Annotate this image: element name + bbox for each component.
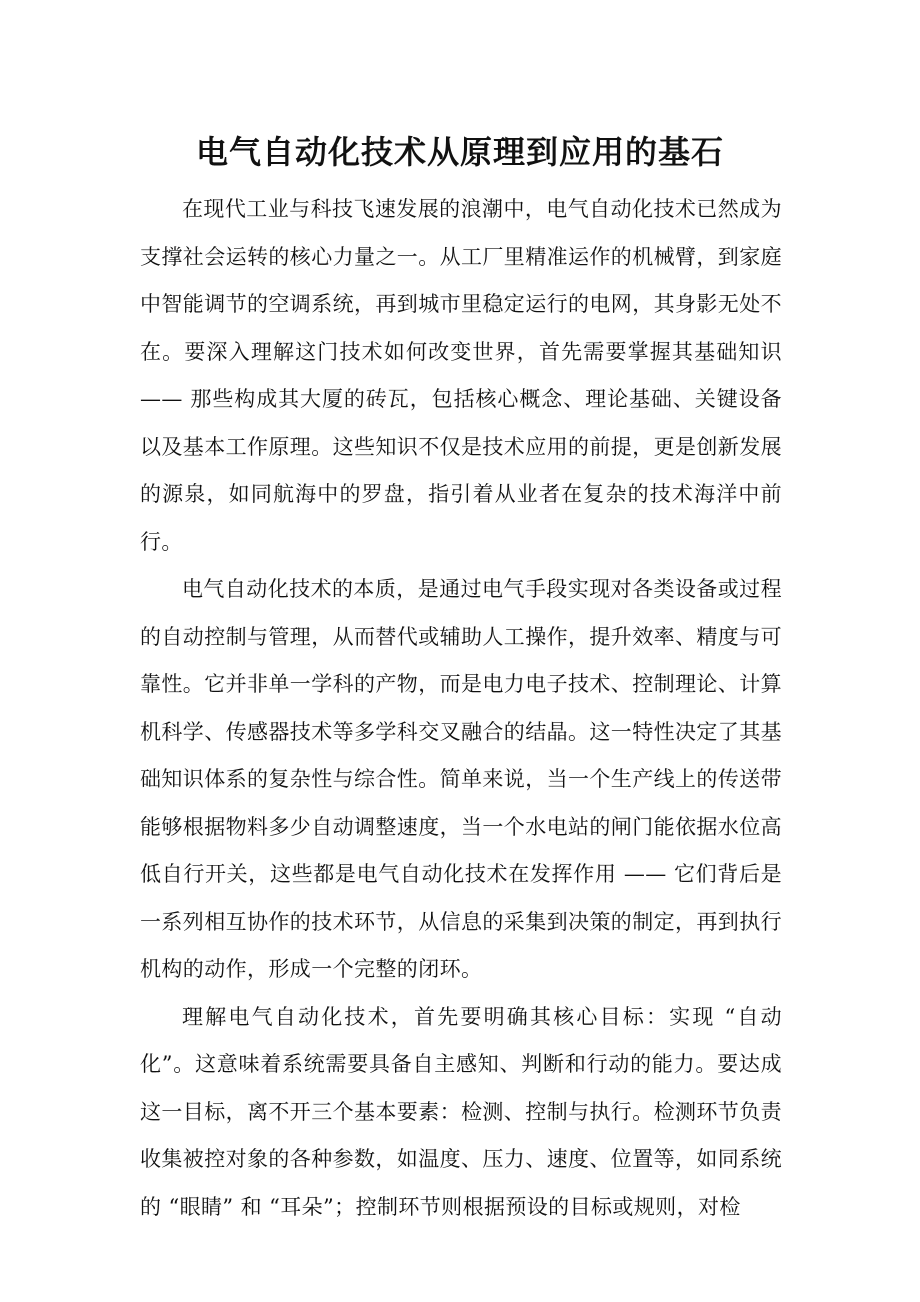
paragraph-1: 在现代工业与科技飞速发展的浪潮中，电气自动化技术已然成为支撑社会运转的核心力量之一。从工厂里精准运作的机械臂，到家庭中智能调节的空调系统，再到城市里稳定运行的电网，其身影无处不在。要深入理解这门技术如何改变世界，首先需要掌握其基础知识 —— 那些构成其大厦的砖瓦，包括核心概念、理论基础、关键设备以及基本工作原理。这些知识不仅是技术应用的前提，更是创新发展的源泉，如同航海中的罗盘，指引着从业者在复杂的技术海洋中前行。 (140, 197, 782, 554)
paragraph-2: 电气自动化技术的本质，是通过电气手段实现对各类设备或过程的自动控制与管理，从而替代或辅助人工操作，提升效率、精度与可靠性。它并非单一学科的产物，而是电力电子技术、控制理论、计算机科学、传感器技术等多学科交叉融合的结晶。这一特性决定了其基础知识体系的复杂性与综合性。简单来说，当一个生产线上的传送带能够根据物料多少自动调整速度，当一个水电站的闸门能依据水位高低自行开关，这些都是电气自动化技术在发挥作用 —— 它们背后是一系列相互协作的技术环节，从信息的采集到决策的制定，再到执行机构的动作，形成一个完整的闭环。 (140, 577, 782, 981)
paragraph-3: 理解电气自动化技术，首先要明确其核心目标：实现 “自动化”。这意味着系统需要具备自主感知、判断和行动的能力。要达成这一目标，离不开三个基本要素：检测、控制与执行。检测环节负责收集被控对象的各种参数，如温度、压力、速度、位置等，如同系统的 “眼睛” 和 “耳朵”；控制环节则根据预设的目标或规则，对检 (140, 1004, 782, 1219)
document-body (140, 186, 782, 1231)
document-title: 电气自动化技术从原理到应用的基石 (195, 133, 724, 171)
